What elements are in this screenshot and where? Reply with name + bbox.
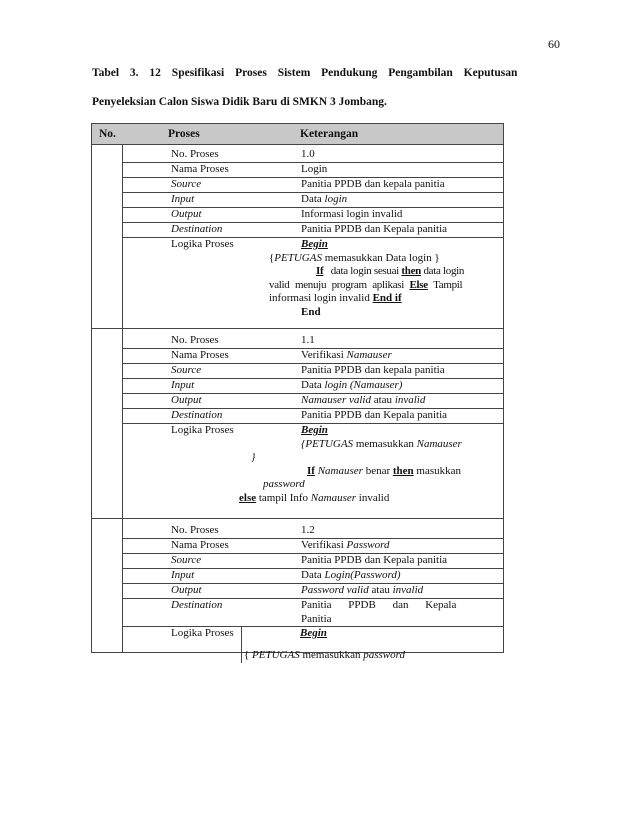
row-value (301, 569, 503, 583)
begin-keyword: Begin (300, 627, 327, 640)
row-label: Destination (171, 223, 223, 235)
logic-value: Namauser (310, 491, 357, 504)
row-label: Source (171, 364, 202, 376)
row-value (301, 394, 503, 408)
page-number: 60 (548, 37, 560, 51)
logic-body (241, 627, 503, 663)
logic-body (241, 424, 503, 506)
table-row (123, 554, 503, 569)
input-value: login (Namauser) (324, 379, 403, 391)
brace: { (244, 648, 250, 661)
row-value: Panitia PPDB dan Kepala panitia (301, 223, 448, 235)
row-label: Nama Proses (171, 163, 229, 175)
if-keyword: If (316, 265, 324, 278)
table-row (123, 519, 503, 539)
table-row (123, 409, 503, 424)
then-keyword: then (401, 265, 421, 278)
logic-text: tampil Info (258, 491, 309, 504)
table-row (123, 569, 503, 584)
row-label: Output (171, 394, 202, 406)
row-value (301, 584, 503, 598)
output-value-2: invalid (394, 394, 426, 406)
table-row (123, 599, 503, 627)
table-row (123, 584, 503, 599)
end-keyword: End (301, 305, 321, 318)
logic-text: memasukkan (355, 437, 414, 450)
logic-text: invalid (358, 491, 390, 504)
endif-keyword: End if (372, 292, 402, 305)
table-row (123, 193, 503, 208)
row-value: Panitia PPDB dan Kepala Panitia (301, 599, 457, 625)
input-value: Login(Password) (324, 569, 401, 581)
table-row (123, 329, 503, 349)
table-caption-line-2: Penyeleksian Calon Siswa Didik Baru di SMKN 3 Jombang. (92, 96, 387, 108)
nama-prefix: Verifikasi (301, 539, 344, 551)
row-label: No. Proses (171, 334, 219, 346)
row-label: Source (171, 178, 202, 190)
logic-row (123, 627, 503, 663)
brace: } (251, 451, 256, 464)
begin-keyword: Begin (301, 424, 328, 436)
row-value: Panitia PPDB dan Kepala panitia (301, 554, 448, 566)
row-value (301, 379, 503, 393)
process-group-1-1 (91, 329, 504, 519)
table-row (123, 394, 503, 409)
nama-prefix: Verifikasi (301, 349, 344, 361)
row-value (301, 349, 503, 363)
row-label: No. Proses (171, 148, 219, 160)
logic-row (123, 238, 503, 320)
logic-text: data login sesuai (330, 265, 399, 278)
then-keyword: then (392, 464, 414, 477)
logic-text: data login (423, 265, 465, 278)
table-row (123, 379, 503, 394)
logic-value: Namauser (416, 437, 462, 450)
logic-value: password (263, 478, 305, 491)
input-value: login (324, 193, 348, 205)
logic-text: memasukkan Data login } (324, 251, 440, 264)
output-value: Password valid (301, 584, 369, 596)
row-label: Output (171, 584, 202, 596)
row-value: 1.2 (301, 524, 315, 536)
input-prefix: Data (301, 193, 322, 205)
output-atau: atau (373, 394, 393, 406)
process-group-1-2 (91, 519, 504, 661)
row-label: Nama Proses (171, 539, 229, 551)
logic-text: memasukkan (302, 648, 361, 661)
nama-value: Namauser (346, 349, 392, 361)
row-label: Source (171, 554, 202, 566)
row-value: Login (301, 163, 328, 175)
logic-text: informasi login invalid (269, 292, 370, 305)
row-value: 1.0 (301, 148, 315, 160)
table-row (123, 145, 503, 163)
row-value (301, 193, 503, 207)
row-label: Input (171, 193, 195, 205)
begin-keyword: Begin (301, 238, 328, 250)
row-label: Logika Proses (171, 238, 234, 250)
row-value: Panitia PPDB dan kepala panitia (301, 178, 445, 190)
output-value: Namauser valid (301, 394, 371, 406)
table-row (123, 364, 503, 379)
if-keyword: If (307, 464, 315, 477)
logic-value: password (363, 648, 406, 661)
table-row (123, 223, 503, 238)
nama-value: Password (346, 539, 390, 551)
output-value-2: invalid (392, 584, 424, 596)
logic-text: masukkan (416, 464, 462, 477)
table-caption-line-1: Tabel 3. 12 Spesifikasi Proses Sistem Pendukung Pengambilan Keputusan (92, 67, 518, 79)
actor: {PETUGAS (301, 437, 354, 450)
row-value: 1.1 (301, 334, 315, 346)
row-label: Nama Proses (171, 349, 229, 361)
table-row (123, 178, 503, 193)
row-label: Logika Proses (171, 627, 234, 640)
table-row (123, 539, 503, 554)
logic-text: benar (365, 464, 391, 477)
row-value (301, 539, 503, 553)
row-label: Output (171, 208, 202, 220)
brace: { (269, 251, 275, 264)
else-keyword: Else (409, 278, 428, 291)
row-value: Panitia PPDB dan Kepala panitia (301, 409, 448, 421)
actor: PETUGAS (274, 251, 322, 264)
logic-text: valid menuju program aplikasi (269, 278, 405, 291)
row-label: No. Proses (171, 524, 219, 536)
input-prefix: Data (301, 379, 322, 391)
else-keyword: else (239, 491, 257, 504)
actor: PETUGAS (252, 648, 300, 661)
logic-value: Namauser (317, 464, 363, 477)
row-label: Destination (171, 599, 223, 611)
logic-body (269, 238, 503, 320)
header-no: No. (99, 128, 116, 140)
logic-text: Tampil (433, 278, 463, 291)
row-label: Input (171, 569, 195, 581)
row-label: Logika Proses (171, 424, 234, 436)
table-row (123, 349, 503, 364)
table-header-row (91, 123, 504, 145)
header-keterangan: Keterangan (300, 128, 359, 140)
row-value: Panitia PPDB dan kepala panitia (301, 364, 445, 376)
row-label: Destination (171, 409, 223, 421)
row-value: Informasi login invalid (301, 208, 403, 220)
logic-row (123, 424, 503, 506)
table-row (123, 163, 503, 178)
process-group-1-0 (91, 145, 504, 329)
header-proses: Proses (168, 128, 200, 140)
output-atau: atau (371, 584, 390, 596)
table-row (123, 208, 503, 223)
row-label: Input (171, 379, 195, 391)
process-specification-table (91, 123, 504, 661)
input-prefix: Data (301, 569, 322, 581)
